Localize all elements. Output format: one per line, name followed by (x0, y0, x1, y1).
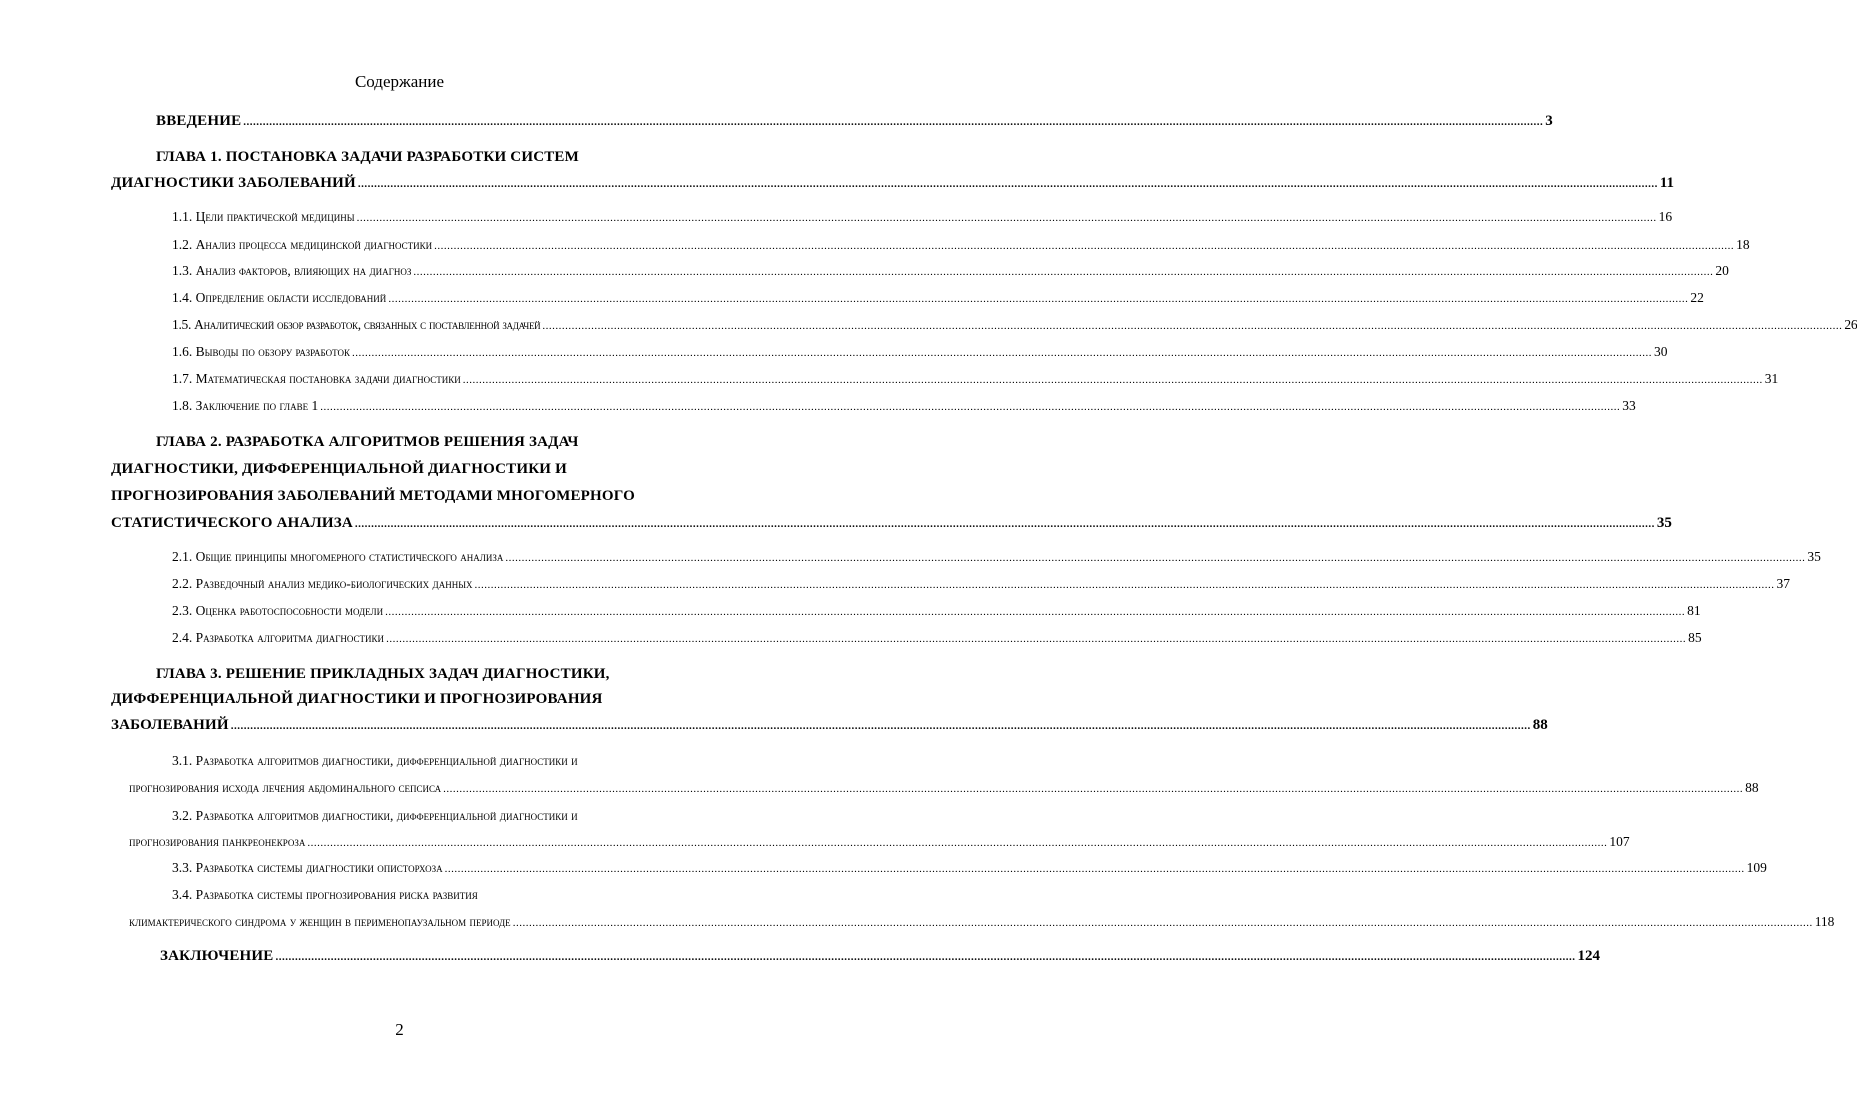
toc-entry-3-1[interactable] (129, 777, 1759, 799)
toc-page: 88 (1532, 717, 1548, 733)
toc-leader: ................................................................................................................................................................................................................................................................................................................................................................................................................ (386, 633, 1687, 645)
toc-leader: ................................................................................................................................................................................................................................................................................................................................................................................................................ (474, 579, 1775, 591)
toc-label: прогнозирования исхода лечения абдоминального сепсиса (129, 780, 442, 795)
toc-entry-3-4[interactable] (129, 911, 1835, 933)
toc-leader: ................................................................................................................................................................................................................................................................................................................................................................................................................ (230, 720, 1531, 732)
toc-entry-3-3[interactable] (172, 857, 1767, 879)
toc-leader: ................................................................................................................................................................................................................................................................................................................................................................................................................ (307, 837, 1608, 849)
toc-page: 3 (1545, 113, 1553, 129)
toc-label: СТАТИСТИЧЕСКОГО АНАЛИЗА (111, 515, 353, 531)
toc-page: 35 (1807, 549, 1821, 564)
toc-entry-3-2-line1: 3.2. Разработка алгоритмов диагностики, дифференциальной диагностики и (172, 808, 578, 823)
toc-leader: ................................................................................................................................................................................................................................................................................................................................................................................................................ (243, 116, 1544, 128)
toc-chapter-3-heading: ДИФФЕРЕНЦИАЛЬНОЙ ДИАГНОСТИКИ И ПРОГНОЗИРОВАНИЯ (111, 691, 603, 707)
toc-entry-3-1-line1: 3.1. Разработка алгоритмов диагностики, дифференциальной диагностики и (172, 753, 578, 768)
toc-entry-1-5[interactable] (172, 314, 1857, 336)
toc-page: 88 (1745, 780, 1759, 795)
page-number: 2 (395, 1020, 404, 1039)
toc-label: 1.4. Определение области исследований (172, 290, 387, 305)
toc-label: 1.6. Выводы по обзору разработок (172, 344, 350, 359)
toc-page: 85 (1688, 630, 1702, 645)
toc-entry-1-2[interactable] (172, 234, 1750, 256)
toc-page: 81 (1687, 603, 1701, 618)
toc-page: 30 (1653, 344, 1668, 359)
toc-page: 22 (1690, 290, 1704, 305)
toc-label: 1.5. Аналитический обзор разработок, связанных с поставленной задачей (172, 317, 541, 332)
toc-label: ДИАГНОСТИКИ ЗАБОЛЕВАНИЙ (111, 175, 356, 191)
toc-label: 2.2. Разведочный анализ медико-биологических данных (172, 576, 473, 591)
toc-label: ВВЕДЕНИЕ (156, 113, 242, 129)
toc-entry-1-1[interactable] (172, 206, 1673, 228)
toc-chapter-3-heading: ГЛАВА 3. РЕШЕНИЕ ПРИКЛАДНЫХ ЗАДАЧ ДИАГНОСТИКИ, (156, 666, 610, 682)
toc-entry-conclusion[interactable] (160, 945, 1600, 967)
toc-label: 2.1. Общие принципы многомерного статистического анализа (172, 549, 504, 564)
toc-page: 31 (1764, 371, 1779, 386)
toc-entry-chapter-2[interactable] (111, 512, 1672, 534)
toc-leader: ................................................................................................................................................................................................................................................................................................................................................................................................................ (512, 917, 1813, 929)
toc-leader: ................................................................................................................................................................................................................................................................................................................................................................................................................ (413, 266, 1714, 278)
page-title: Содержание (354, 72, 445, 91)
toc-entry-3-4-line1: 3.4. Разработка системы прогнозирования риска развития (172, 887, 478, 902)
toc-label: ЗАБОЛЕВАНИЙ (111, 717, 229, 733)
toc-page: 18 (1736, 237, 1750, 252)
toc-leader: ................................................................................................................................................................................................................................................................................................................................................................................................................ (357, 178, 1658, 190)
toc-leader: ................................................................................................................................................................................................................................................................................................................................................................................................................ (275, 951, 1576, 963)
toc-entry-1-6[interactable] (172, 341, 1668, 363)
toc-label: 1.3. Анализ факторов, влияющих на диагноз (172, 263, 412, 278)
toc-label: 2.3. Оценка работоспособности модели (172, 603, 384, 618)
toc-label: 1.1. Цели практической медицины (172, 209, 355, 224)
toc-entry-3-2[interactable] (129, 831, 1630, 853)
toc-page: 118 (1814, 914, 1835, 929)
toc-entry-chapter-1[interactable] (111, 172, 1675, 194)
toc-label: 1.8. Заключение по главе 1 (172, 398, 319, 413)
toc-chapter-2-heading: ГЛАВА 2. РАЗРАБОТКА АЛГОРИТМОВ РЕШЕНИЯ ЗАДАЧ (156, 434, 579, 450)
toc-leader: ................................................................................................................................................................................................................................................................................................................................................................................................................ (320, 401, 1621, 413)
toc-label: 1.7. Математическая постановка задачи диагностики (172, 371, 461, 386)
toc-entry-intro[interactable] (156, 110, 1553, 132)
toc-page: 35 (1656, 515, 1672, 531)
toc-page: 16 (1658, 209, 1673, 224)
toc-page: 107 (1609, 834, 1630, 849)
toc-entry-1-4[interactable] (172, 287, 1704, 309)
toc-chapter-2-heading: ПРОГНОЗИРОВАНИЯ ЗАБОЛЕВАНИЙ МЕТОДАМИ МНОГОМЕРНОГО (111, 488, 635, 504)
toc-page: 124 (1577, 948, 1600, 964)
toc-leader: ................................................................................................................................................................................................................................................................................................................................................................................................................ (444, 863, 1745, 875)
toc-page: 26 (1844, 317, 1857, 332)
toc-chapter-2-heading: ДИАГНОСТИКИ, ДИФФЕРЕНЦИАЛЬНОЙ ДИАГНОСТИКИ И (111, 461, 567, 477)
toc-leader: ................................................................................................................................................................................................................................................................................................................................................................................................................ (505, 552, 1806, 564)
toc-label: ЗАКЛЮЧЕНИЕ (160, 948, 274, 964)
toc-leader: ................................................................................................................................................................................................................................................................................................................................................................................................................ (356, 212, 1657, 224)
toc-page: 37 (1776, 576, 1791, 591)
toc-label: 3.3. Разработка системы диагностики описторхоза (172, 860, 443, 875)
toc-label: прогнозирования панкреонекроза (129, 834, 306, 849)
toc-page: 20 (1715, 263, 1729, 278)
toc-entry-1-7[interactable] (172, 368, 1779, 390)
toc-entry-2-4[interactable] (172, 627, 1702, 649)
toc-leader: ................................................................................................................................................................................................................................................................................................................................................................................................................ (354, 518, 1655, 530)
toc-leader: ................................................................................................................................................................................................................................................................................................................................................................................................................ (443, 783, 1744, 795)
toc-entry-chapter-3[interactable] (111, 714, 1548, 736)
toc-leader: ................................................................................................................................................................................................................................................................................................................................................................................................................ (542, 320, 1843, 332)
toc-label: 2.4. Разработка алгоритма диагностики (172, 630, 385, 645)
toc-chapter-1-heading: ГЛАВА 1. ПОСТАНОВКА ЗАДАЧИ РАЗРАБОТКИ СИСТЕМ (156, 149, 579, 165)
toc-leader: ................................................................................................................................................................................................................................................................................................................................................................................................................ (388, 293, 1689, 305)
toc-leader: ................................................................................................................................................................................................................................................................................................................................................................................................................ (351, 347, 1652, 359)
toc-label: климактерического синдрома у женщин в перименопаузальном периоде (129, 914, 511, 929)
toc-leader: ................................................................................................................................................................................................................................................................................................................................................................................................................ (434, 240, 1735, 252)
toc-page: 33 (1622, 398, 1636, 413)
toc-page: 109 (1746, 860, 1767, 875)
toc-label: 1.2. Анализ процесса медицинской диагностики (172, 237, 433, 252)
toc-entry-2-2[interactable] (172, 573, 1791, 595)
toc-leader: ................................................................................................................................................................................................................................................................................................................................................................................................................ (385, 606, 1686, 618)
toc-entry-2-3[interactable] (172, 600, 1701, 622)
toc-entry-1-3[interactable] (172, 260, 1729, 282)
toc-entry-2-1[interactable] (172, 546, 1821, 568)
toc-leader: ................................................................................................................................................................................................................................................................................................................................................................................................................ (462, 374, 1763, 386)
toc-page: 11 (1659, 175, 1675, 191)
toc-entry-1-8[interactable] (172, 395, 1636, 417)
